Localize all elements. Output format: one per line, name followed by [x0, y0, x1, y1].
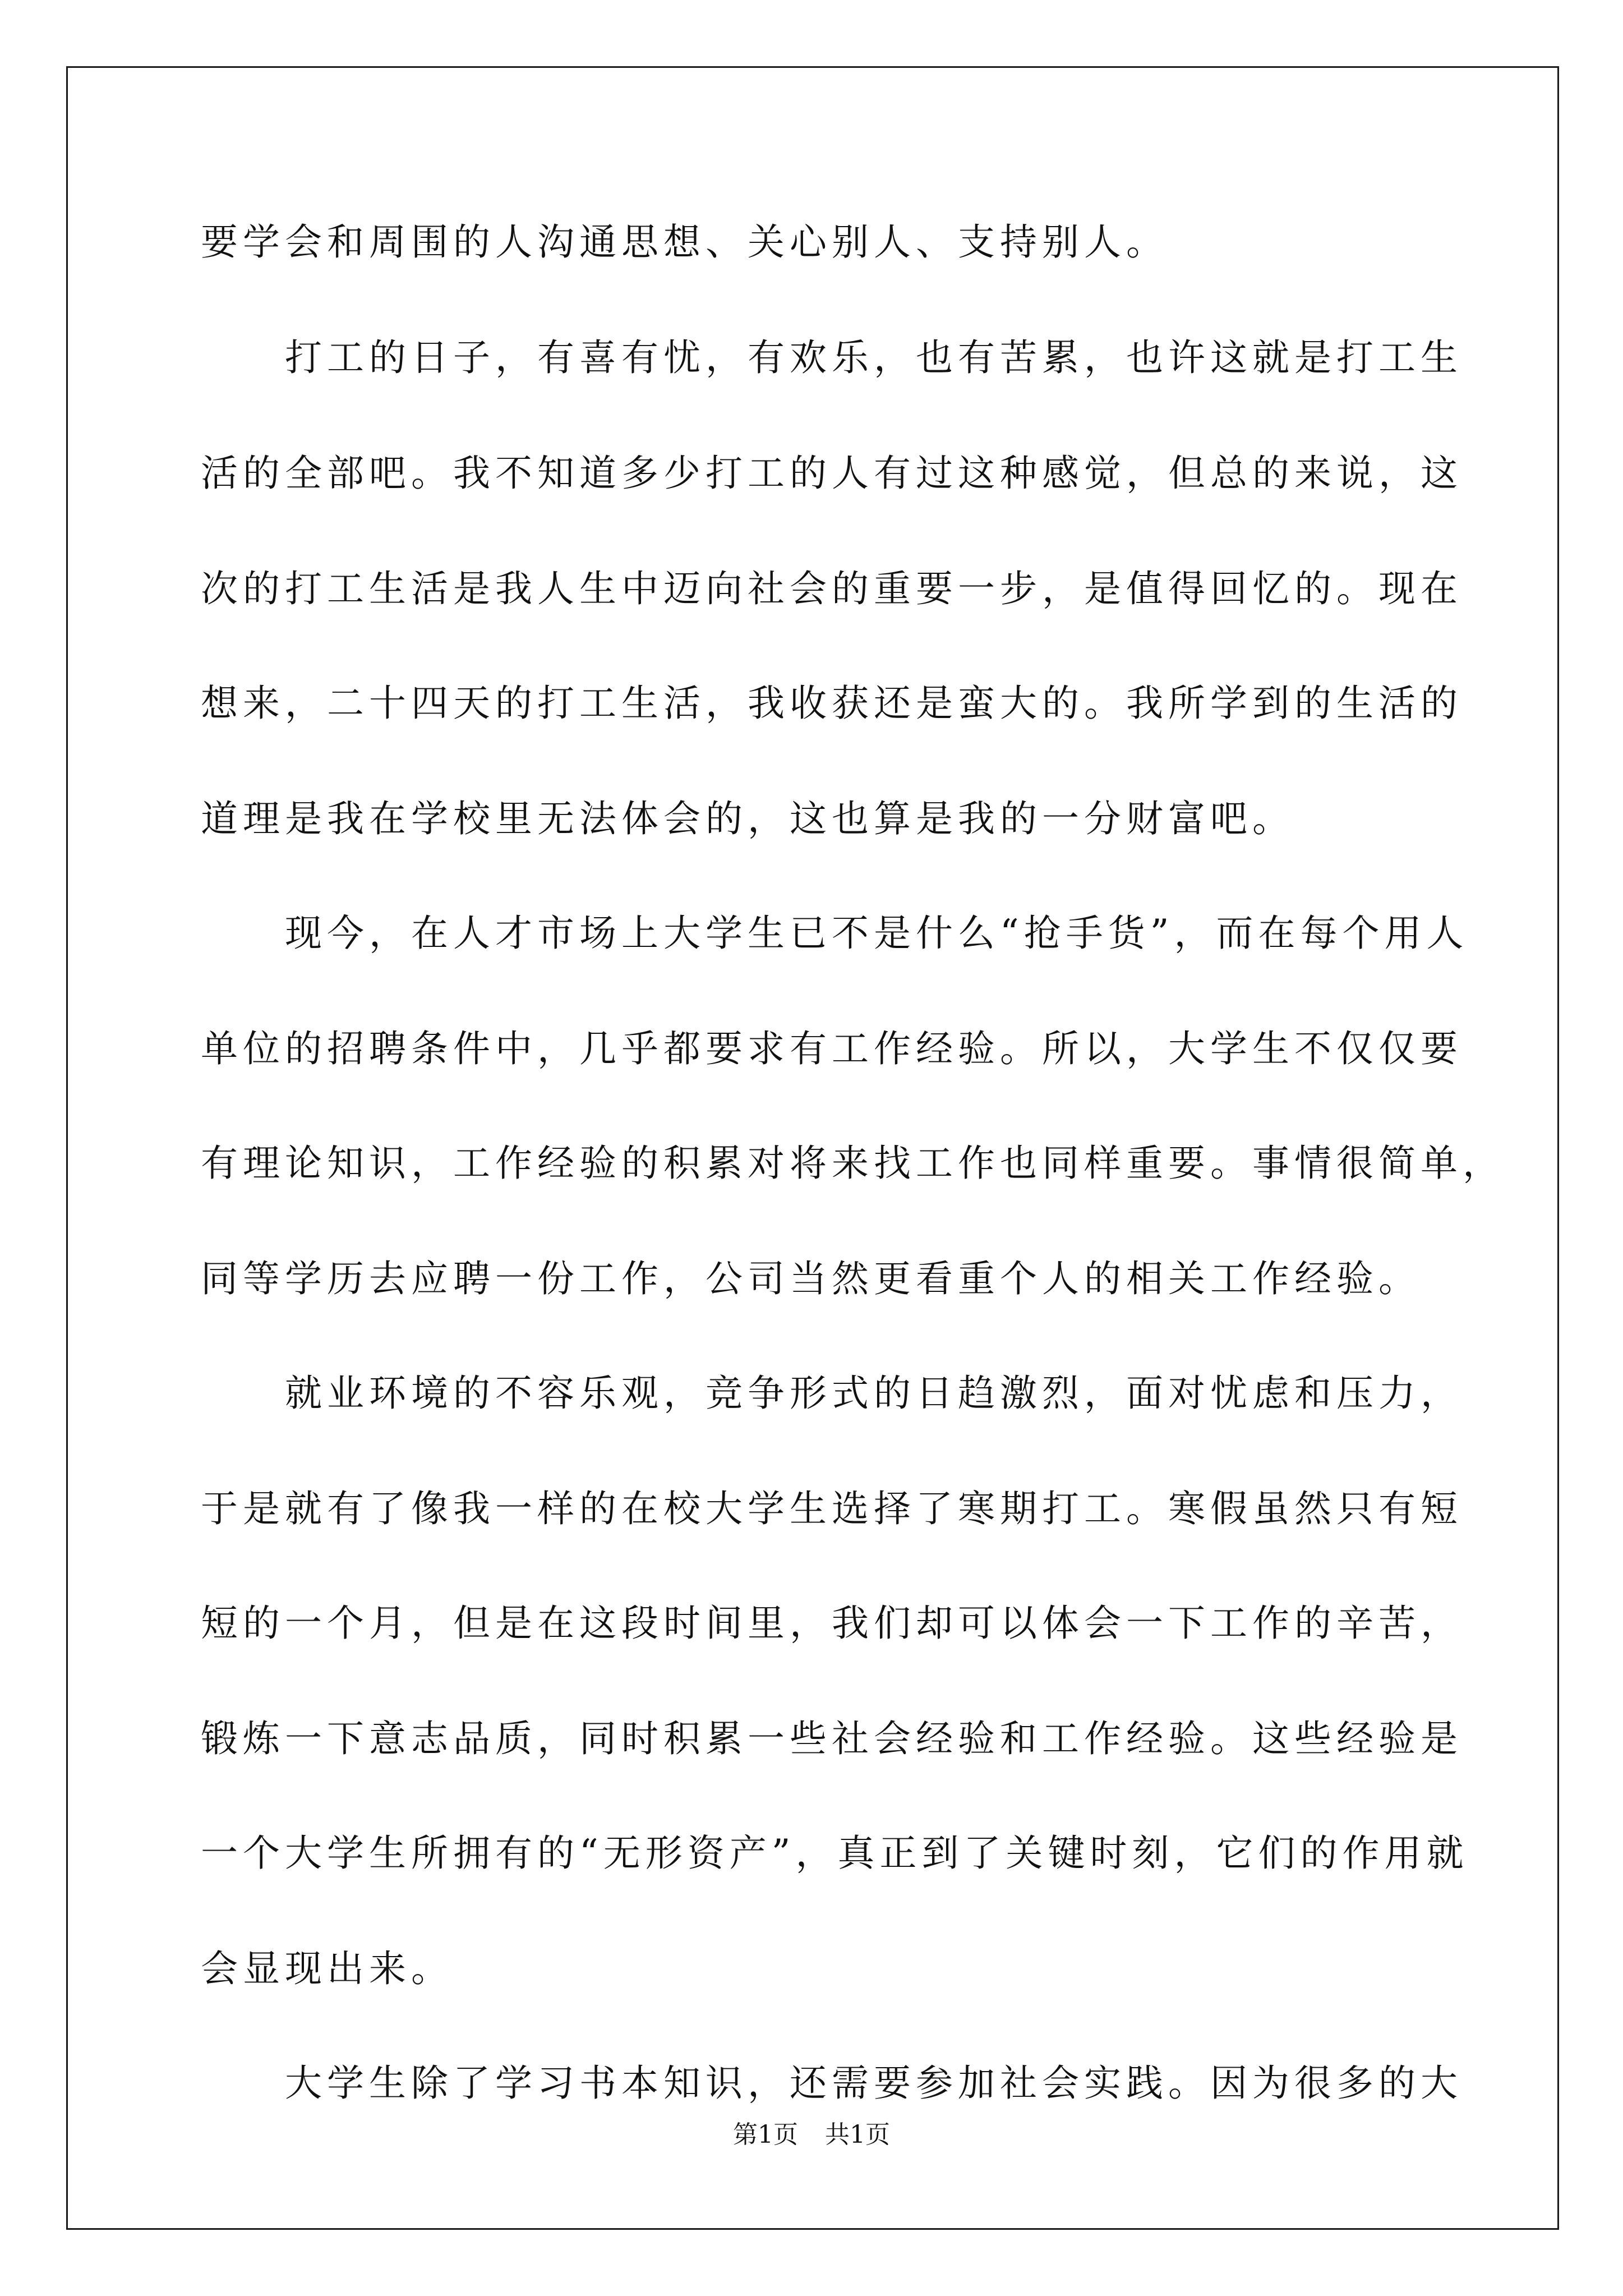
text-line: 锻炼一下意志品质，同时积累一些社会经验和工作经验。这些经验是 — [201, 1717, 1463, 1760]
text-line: 想来，二十四天的打工生活，我收获还是蛮大的。我所学到的生活的 — [201, 682, 1463, 725]
text-line: 活的全部吧。我不知道多少打工的人有过这种感觉，但总的来说，这 — [201, 452, 1463, 495]
page-footer — [0, 2119, 1623, 2151]
text-line: 同等学历去应聘一份工作，公司当然更看重个人的相关工作经验。 — [201, 1257, 1421, 1300]
text-line: 于是就有了像我一样的在校大学生选择了寒期打工。寒假虽然只有短 — [201, 1487, 1463, 1530]
text-line: 大学生除了学习书本知识，还需要参加社会实践。因为很多的大 — [201, 2062, 1463, 2105]
text-line: 短的一个月，但是在这段时间里，我们却可以体会一下工作的辛苦， — [201, 1602, 1463, 1645]
page-number: 第1页 — [733, 2120, 798, 2149]
text-line: 就业环境的不容乐观，竞争形式的日趋激烈，面对忧虑和压力， — [201, 1372, 1463, 1415]
text-line: 次的打工生活是我人生中迈向社会的重要一步，是值得回忆的。现在 — [201, 567, 1463, 610]
page-total: 共1页 — [825, 2120, 890, 2149]
text-line: 一个大学生所拥有的“无形资产”，真正到了关键时刻，它们的作用就 — [201, 1832, 1469, 1875]
text-line: 要学会和周围的人沟通思想、关心别人、支持别人。 — [201, 220, 1168, 264]
text-line: 有理论知识，工作经验的积累对将来找工作也同样重要。事情很简单， — [201, 1142, 1505, 1185]
text-line: 道理是我在学校里无法体会的，这也算是我的一分财富吧。 — [201, 797, 1294, 840]
text-line: 打工的日子，有喜有忧，有欢乐，也有苦累，也许这就是打工生 — [201, 336, 1463, 379]
text-line: 现今，在人才市场上大学生已不是什么“抢手货”，而在每个用人 — [201, 912, 1469, 955]
text-line: 单位的招聘条件中，几乎都要求有工作经验。所以，大学生不仅仅要 — [201, 1027, 1463, 1070]
text-line: 会显现出来。 — [201, 1947, 453, 1990]
